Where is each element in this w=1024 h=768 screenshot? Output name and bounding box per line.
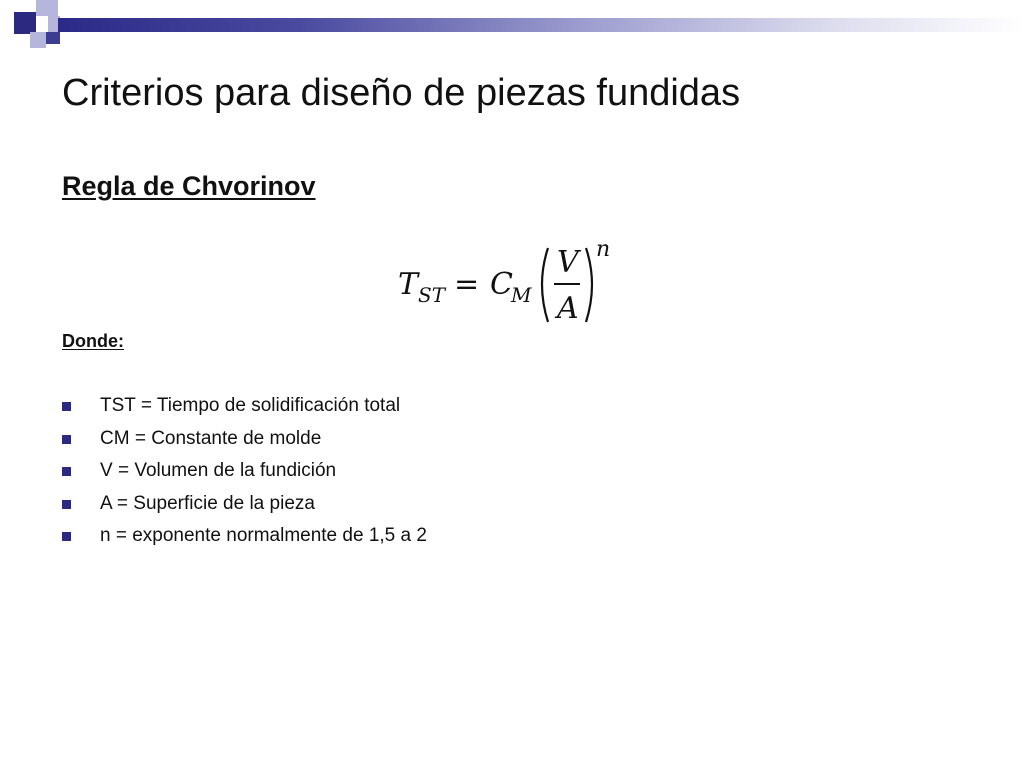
square-bullet-icon	[62, 467, 71, 476]
header-gradient-bar	[58, 18, 1024, 32]
slide-title: Criterios para diseño de piezas fundidas	[62, 72, 741, 114]
formula-equals: =	[454, 267, 480, 302]
list-item	[62, 490, 427, 523]
chvorinov-formula	[390, 236, 630, 336]
list-item	[62, 425, 427, 458]
donde-label: Donde:	[62, 331, 124, 351]
deco-square-light	[30, 32, 46, 48]
left-parenthesis	[542, 248, 548, 322]
definition-text: n = exponente normalmente de 1,5 a 2	[100, 525, 427, 546]
list-item	[62, 522, 427, 555]
right-parenthesis	[586, 248, 592, 322]
list-item	[62, 457, 427, 490]
definition-text: CM = Constante de molde	[100, 427, 322, 449]
formula-graphic	[390, 236, 630, 336]
formula-lhs-subscript: ST	[418, 283, 446, 307]
formula-numerator: V	[557, 245, 579, 280]
square-bullet-icon	[62, 435, 71, 444]
formula-denominator: A	[557, 291, 579, 326]
formula-lhs-symbol: T	[398, 267, 419, 302]
definition-text: TST = Tiempo de solidificación total	[100, 395, 401, 416]
slide-subtitle: Regla de Chvorinov	[62, 171, 316, 201]
formula-rhs-subscript: M	[511, 283, 532, 307]
definition-text: V = Volumen de la fundición	[100, 460, 337, 481]
formula-rhs-symbol: C	[490, 267, 513, 302]
definition-text: A = Superficie de la pieza	[100, 492, 315, 514]
list-item	[62, 392, 427, 425]
header-decoration	[0, 0, 1024, 60]
square-bullet-icon	[62, 402, 71, 411]
formula-exponent: n	[596, 237, 611, 262]
deco-square-navy	[46, 32, 60, 44]
square-bullet-icon	[62, 500, 71, 509]
definitions-list	[62, 392, 427, 555]
square-bullet-icon	[62, 532, 71, 541]
deco-square-light	[36, 0, 58, 16]
deco-square-navy	[14, 12, 36, 34]
